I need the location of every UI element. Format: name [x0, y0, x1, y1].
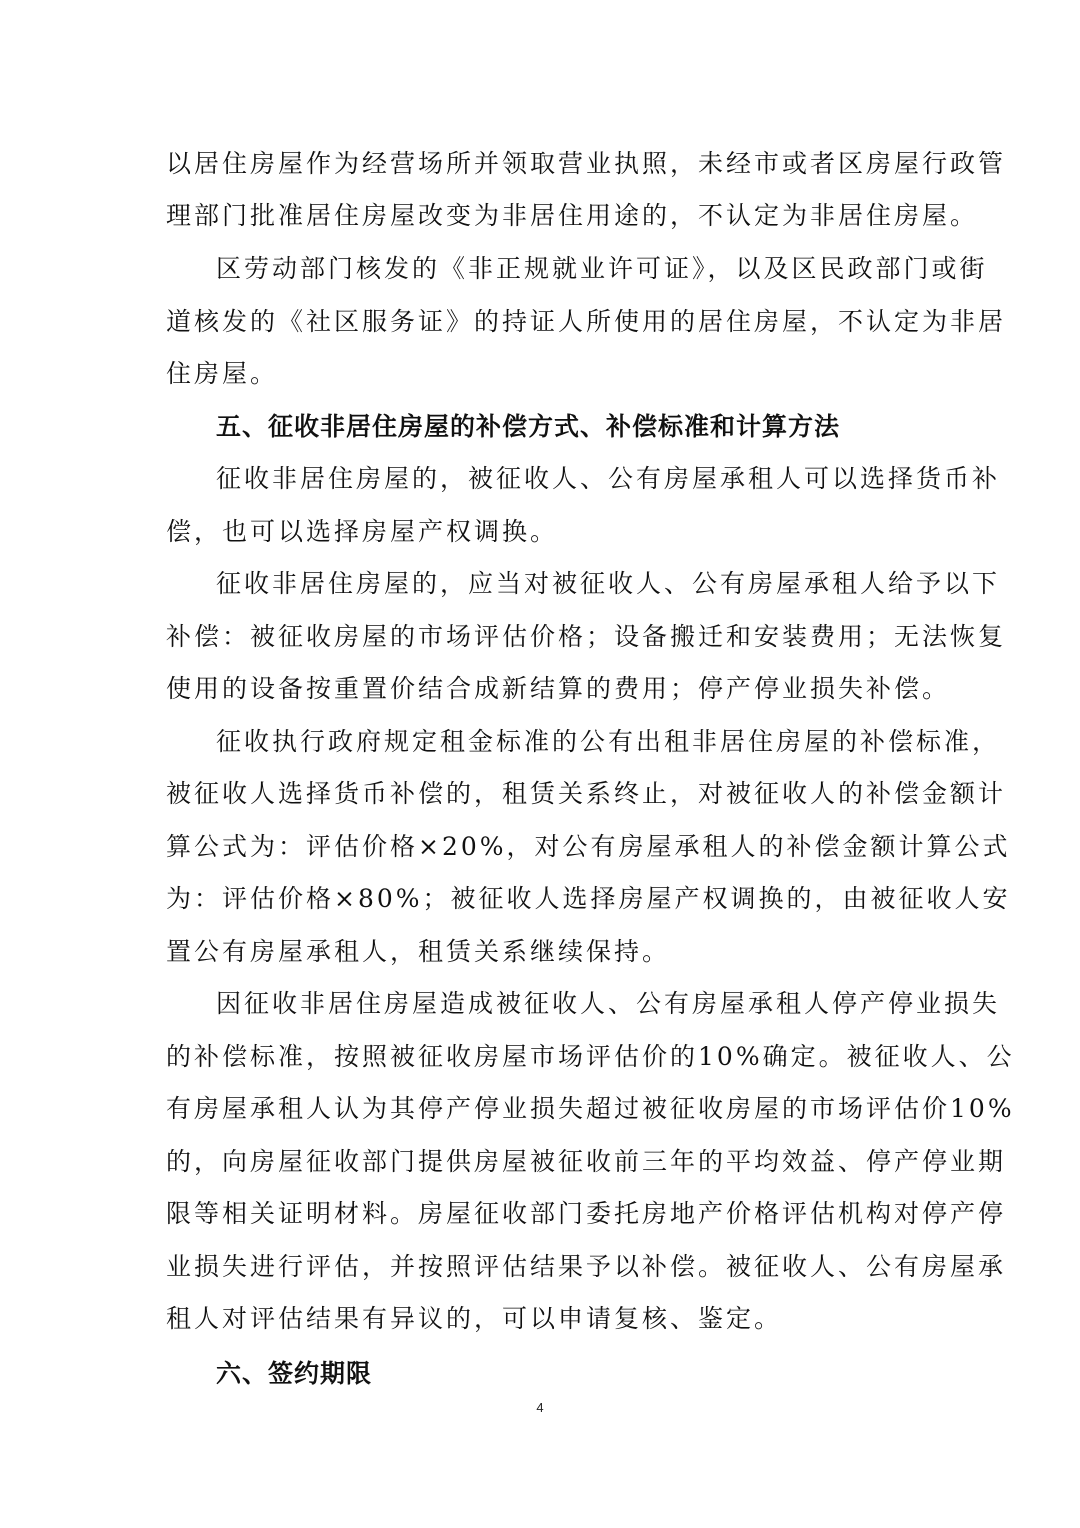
body-line: 限等相关证明材料。房屋征收部门委托房地产价格评估机构对停产停 — [166, 1199, 1007, 1228]
body-line: 以居住房屋作为经营场所并领取营业执照，未经市或者区房屋行政管 — [166, 149, 1007, 178]
body-line: 为：评估价格×80%；被征收人选择房屋产权调换的，由被征收人安 — [166, 884, 1011, 913]
body-line: 被征收人选择货币补偿的，租赁关系终止，对被征收人的补偿金额计 — [166, 779, 1007, 808]
body-line: 征收执行政府规定租金标准的公有出租非居住房屋的补偿标准， — [216, 727, 1001, 756]
body-line: 的补偿标准，按照被征收房屋市场评估价的10%确定。被征收人、公 — [166, 1042, 1015, 1071]
body-line: 置公有房屋承租人，租赁关系继续保持。 — [166, 937, 671, 966]
body-line: 偿，也可以选择房屋产权调换。 — [166, 517, 559, 546]
body-line: 租人对评估结果有异议的，可以申请复核、鉴定。 — [166, 1304, 783, 1333]
body-line: 征收非居住房屋的，应当对被征收人、公有房屋承租人给予以下 — [216, 569, 1001, 598]
body-line: 区劳动部门核发的《非正规就业许可证》，以及区民政部门或街 — [216, 254, 988, 283]
body-line: 征收非居住房屋的，被征收人、公有房屋承租人可以选择货币补 — [216, 464, 1001, 493]
body-line: 算公式为：评估价格×20%，对公有房屋承租人的补偿金额计算公式 — [166, 832, 1011, 861]
body-line: 住房屋。 — [166, 359, 279, 388]
body-line: 业损失进行评估，并按照评估结果予以补偿。被征收人、公有房屋承 — [166, 1252, 1007, 1281]
section-heading-5: 五、征收非居住房屋的补偿方式、补偿标准和计算方法 — [216, 412, 841, 441]
body-line: 有房屋承租人认为其停产停业损失超过被征收房屋的市场评估价10% — [166, 1094, 1015, 1123]
page-number: 4 — [536, 1400, 544, 1415]
body-line: 的，向房屋征收部门提供房屋被征收前三年的平均效益、停产停业期 — [166, 1147, 1007, 1176]
section-heading-6: 六、签约期限 — [216, 1359, 373, 1388]
body-line: 理部门批准居住房屋改变为非居住用途的，不认定为非居住房屋。 — [166, 201, 979, 230]
body-line: 因征收非居住房屋造成被征收人、公有房屋承租人停产停业损失 — [216, 989, 1001, 1018]
body-line: 使用的设备按重置价结合成新结算的费用；停产停业损失补偿。 — [166, 674, 951, 703]
body-line: 补偿：被征收房屋的市场评估价格；设备搬迁和安装费用；无法恢复 — [166, 622, 1007, 651]
body-line: 道核发的《社区服务证》的持证人所使用的居住房屋，不认定为非居 — [166, 307, 1007, 336]
